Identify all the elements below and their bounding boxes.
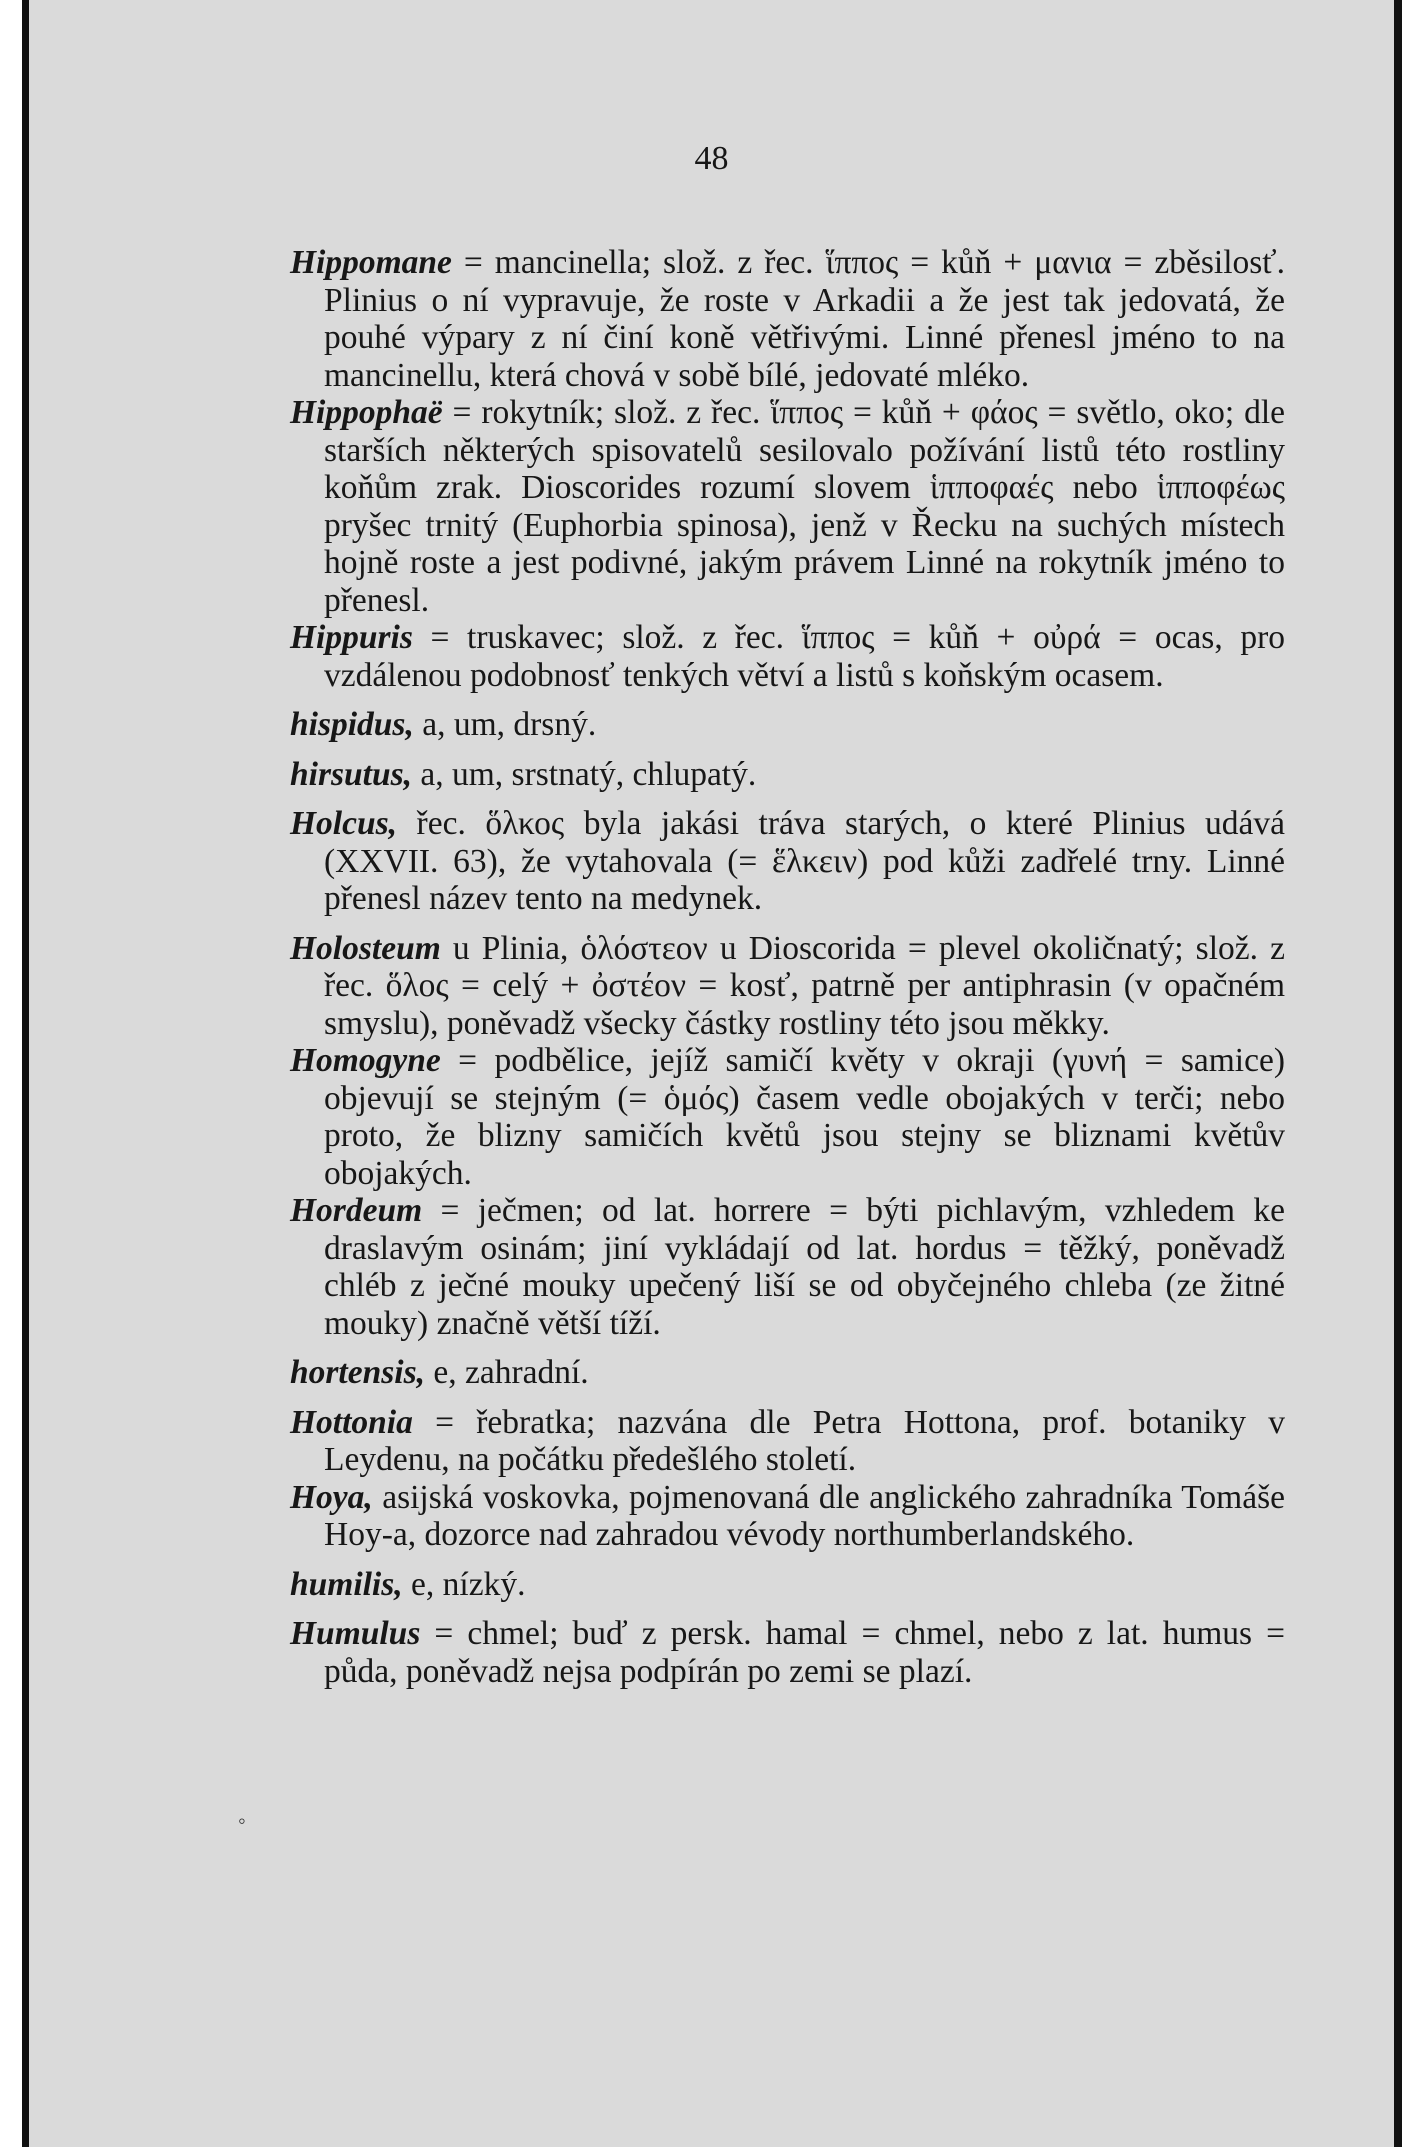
entry-text: = truskavec; slož. z řec. ἵππος = kůň + οὐρά = ocas, pro vzdálenou podobnosť tenkých větví a listů s koňským ocasem.	[324, 619, 1285, 694]
entry-term: Hottonia	[290, 1403, 413, 1441]
entry	[290, 1404, 1285, 1479]
entry	[290, 930, 1285, 1043]
entry-term: Humulus	[290, 1615, 421, 1652]
entry-text: = podbělice, jejíž samičí květy v okraji (γυνή = samice) objevují se stejným (= ὁμός) časem vedle obojakých v terči; nebo proto, že blizny samičích květů jsou stejny se bliznami květův obojakých.	[324, 1042, 1285, 1192]
entry-text: = ječmen; od lat. horrere = býti pichlavým, vzhledem ke draslavým osinám; jiní vykládají od lat. hordus = těžký, poněvadž chléb z ječné mouky upečený liší se od obyčejného chleba (ze žitné mouky) značně větší tíží.	[324, 1192, 1285, 1342]
entry	[290, 706, 1285, 744]
book-page	[22, 0, 1402, 2147]
entry-term: hispidus,	[290, 706, 414, 743]
entry-text: u Plinia, ὁλόστεον u Dioscorida = plevel okoličnatý; slož. z řec. ὅλος = celý + ὀστέον = kosť, patrně per antiphrasin (v opačném smyslu), poněvadž všecky částky rostliny této jsou měkky.	[324, 929, 1285, 1042]
entry-term: hirsutus,	[290, 755, 412, 793]
entry-term: Hippuris	[290, 619, 413, 656]
entry-term: Hippophaë	[290, 394, 443, 431]
entry	[290, 1354, 1285, 1392]
entry-text: asijská voskovka, pojmenovaná dle anglického zahradníka Tomáše Hoy-a, dozorce nad zahradou vévody northumberlandského.	[324, 1478, 1285, 1553]
entry-text: řec. ὅλκος byla jakási tráva starých, o které Plinius udává (XXVII. 63), že vytahovala (= ἕλκειν) pod kůži zadřelé trny. Linné přenesl název tento na medynek.	[324, 805, 1285, 917]
entry	[290, 1042, 1285, 1192]
entry-text: = chmel; buď z persk. hamal = chmel, nebo z lat. humus = půda, poněvadž nejsa podpírán po zemi se plazí.	[324, 1615, 1285, 1690]
dictionary-entries	[290, 244, 1285, 1690]
entry-term: Hippomane	[290, 244, 452, 281]
entry-term: humilis,	[290, 1565, 403, 1603]
entry-text: = mancinella; slož. z řec. ἵππος = kůň + μανια = zběsilosť. Plinius o ní vypravuje, že roste v Arkadii a že jest tak jedovatá, že pouhé výpary z ní činí koně větřivými. Linné přenesl jméno to na mancinellu, která chová v sobě bílé, jedovaté mléko.	[324, 244, 1285, 394]
entry	[290, 394, 1285, 619]
entry-text: e, nízký.	[402, 1565, 526, 1603]
entry	[290, 244, 1285, 394]
entry-text: a, um, srstnatý, chlupatý.	[412, 755, 757, 793]
entry	[290, 756, 1285, 794]
entry	[290, 805, 1285, 918]
entry-term: Hordeum	[290, 1192, 423, 1229]
entry-term: Hoya,	[290, 1478, 373, 1516]
entry-term: Holosteum	[290, 929, 441, 967]
entry-term: Homogyne	[290, 1042, 441, 1079]
entry-text: = řebratka; nazvána dle Petra Hottona, prof. botaniky v Leydenu, na počátku předešlého století.	[324, 1403, 1285, 1478]
ink-speck-icon: ◦	[238, 1808, 246, 1833]
entry	[290, 1566, 1285, 1604]
entry	[290, 1479, 1285, 1554]
page-number: 48	[694, 140, 729, 177]
entry-term: hortensis,	[290, 1354, 425, 1391]
entry	[290, 1192, 1285, 1342]
entry-text: e, zahradní.	[424, 1354, 589, 1391]
entry	[290, 619, 1285, 694]
entry	[290, 1615, 1285, 1690]
entry-text: a, um, drsný.	[413, 706, 597, 743]
entry-term: Holcus,	[290, 805, 398, 842]
entry-text: = rokytník; slož. z řec. ἵππος = kůň + φάος = světlo, oko; dle starších některých spisovatelů sesilovalo požívání listů této rostliny koňům zrak. Dioscorides rozumí slovem ἱπποφαές nebo ἱπποφέως pryšec trnitý (Euphorbia spinosa), jenž v Řecku na suchých místech hojně roste a jest podivné, jakým právem Linné na rokytník jméno to přenesl.	[324, 394, 1285, 619]
